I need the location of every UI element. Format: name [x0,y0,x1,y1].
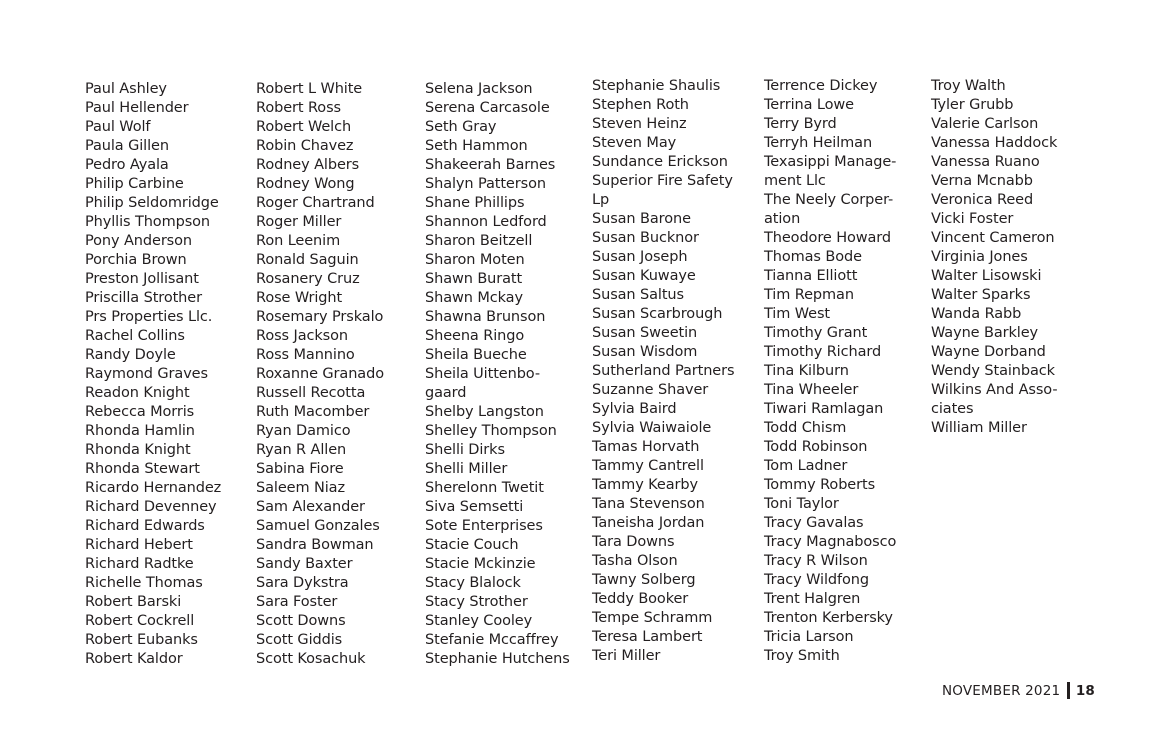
name-list-item: Ross Mannino [256,347,355,363]
name-list-item: Richelle Thomas [85,575,203,591]
name-list-item: Robert L White [256,81,363,97]
name-list-item: Sam Alexander [256,499,365,515]
name-list-item: Superior Fire Safety [592,173,733,189]
name-list-item: Shelli Miller [425,461,508,477]
name-list-item: Tiwari Ramlagan [764,401,884,417]
name-list-item: Ross Jackson [256,328,348,344]
name-list-item: Shannon Ledford [425,214,547,230]
name-list-item: Randy Doyle [85,347,176,363]
name-list-item: ment Llc [764,173,826,189]
name-list-item: Preston Jollisant [85,271,199,287]
name-list-item: Wayne Barkley [931,325,1039,341]
name-list-item: Sara Foster [256,594,338,610]
name-list-item: Rachel Collins [85,328,185,344]
name-list-item: Virginia Jones [931,249,1028,265]
name-list-item: Sundance Erickson [592,154,728,170]
name-list-item: Saleem Niaz [256,480,345,496]
name-list-item: Shawn Mckay [425,290,523,306]
name-list-item: Vanessa Haddock [931,135,1058,151]
name-list-item: Steven Heinz [592,116,687,132]
name-list-item: Sharon Beitzell [425,233,533,249]
name-list-item: Veronica Reed [931,192,1034,208]
name-list-item: Shelley Thompson [425,423,557,439]
name-list-item: Tracy Magnabosco [764,534,897,550]
name-list-item: Teddy Booker [592,591,689,607]
name-list-item: Todd Robinson [764,439,868,455]
name-list-item: Robert Cockrell [85,613,195,629]
name-list-item: Tammy Kearby [592,477,698,493]
name-list-item: Stephanie Hutchens [425,651,570,667]
name-list-item: Vanessa Ruano [931,154,1040,170]
page-footer [942,682,1095,699]
name-list-item: Tamas Horvath [592,439,700,455]
name-column-6 [931,77,1057,438]
name-list-item: Ron Leenim [256,233,341,249]
name-list-item: Ryan Damico [256,423,351,439]
name-list-item: Teresa Lambert [592,629,703,645]
name-list-item: Tawny Solberg [592,572,696,588]
name-list-item: Trenton Kerbersky [764,610,893,626]
name-list-item: Scott Kosachuk [256,651,366,667]
name-list-item: Robert Ross [256,100,341,116]
name-list-item: Steven May [592,135,677,151]
name-list-item: Raymond Graves [85,366,208,382]
name-list-item: Richard Edwards [85,518,205,534]
name-list-item: Sandra Bowman [256,537,374,553]
name-list-item: Russell Recotta [256,385,366,401]
name-list-item: Tracy R Wilson [764,553,868,569]
name-list-item: Taneisha Jordan [592,515,705,531]
name-list-item: Rhonda Stewart [85,461,200,477]
name-list-item: Stephanie Shaulis [592,78,721,94]
name-list-item: Rebecca Morris [85,404,195,420]
name-list-item: Prs Properties Llc. [85,309,213,325]
name-list-item: Shalyn Patterson [425,176,546,192]
name-list-item: ciates [931,401,974,417]
name-list-item: Stacy Blalock [425,575,521,591]
name-list-item: Walter Lisowski [931,268,1042,284]
name-list-item: Tracy Wildfong [764,572,869,588]
name-list-item: gaard [425,385,467,401]
name-list-item: Robert Kaldor [85,651,183,667]
name-list-item: Tricia Larson [764,629,854,645]
name-list-item: Susan Barone [592,211,691,227]
name-list-item: Tina Kilburn [764,363,849,379]
name-list-item: Rose Wright [256,290,343,306]
name-list-item: Walter Sparks [931,287,1031,303]
name-list-item: Samuel Gonzales [256,518,380,534]
name-list-item: Shane Phillips [425,195,525,211]
name-list-item: Shakeerah Barnes [425,157,556,173]
name-list-item: Susan Wisdom [592,344,698,360]
name-list-item: Sheila Uittenbo- [425,366,540,382]
name-list-item: Toni Taylor [764,496,839,512]
name-list-item: Terrence Dickey [764,78,878,94]
name-list-item: Wayne Dorband [931,344,1046,360]
name-column-2 [256,80,384,669]
name-list-item: Ruth Macomber [256,404,370,420]
name-list-item: Valerie Carlson [931,116,1039,132]
name-list-item: Porchia Brown [85,252,187,268]
name-list-item: Teri Miller [592,648,661,664]
name-list-item: Robert Welch [256,119,352,135]
name-list-item: Roger Miller [256,214,342,230]
name-list-item: Shelli Dirks [425,442,505,458]
name-list-item: Sherelonn Twetit [425,480,544,496]
name-list-item: Terry Byrd [764,116,837,132]
name-list-item: Tim Repman [764,287,854,303]
name-list-item: Philip Carbine [85,176,184,192]
name-list-item: Roger Chartrand [256,195,375,211]
name-list-item: Tianna Elliott [764,268,858,284]
name-list-item: Texasippi Manage- [764,154,897,170]
name-list-item: Sheila Bueche [425,347,527,363]
name-list-item: Ronald Saguin [256,252,359,268]
name-list-item: Susan Scarbrough [592,306,723,322]
name-list-item: Paul Wolf [85,119,151,135]
name-list-item: Ricardo Hernandez [85,480,222,496]
name-list-item: Richard Hebert [85,537,193,553]
name-list-item: Paul Hellender [85,100,189,116]
name-list-item: Sote Enterprises [425,518,543,534]
name-list-item: Susan Bucknor [592,230,699,246]
name-list-item: Wanda Rabb [931,306,1022,322]
name-column-5 [764,77,896,666]
name-list-item: Siva Semsetti [425,499,524,515]
name-list-item: Paul Ashley [85,81,167,97]
name-list-item: Seth Gray [425,119,497,135]
name-list-item: Stefanie Mccaffrey [425,632,559,648]
footer-divider [1067,682,1070,699]
name-list-item: Roxanne Granado [256,366,384,382]
name-list-item: Stacie Mckinzie [425,556,536,572]
name-list-item: Verna Mcnabb [931,173,1033,189]
name-list-item: Rodney Wong [256,176,355,192]
name-list-item: Readon Knight [85,385,190,401]
name-list-item: Tracy Gavalas [764,515,864,531]
name-list-item: William Miller [931,420,1027,436]
name-list-item: Stephen Roth [592,97,689,113]
name-list-item: Troy Walth [931,78,1006,94]
name-list-item: Tara Downs [592,534,675,550]
name-column-3 [425,80,570,669]
name-column-4 [592,77,734,666]
issue-date: NOVEMBER 2021 [941,682,1061,699]
name-list-item: Pedro Ayala [85,157,169,173]
name-list-item: Sheena Ringo [425,328,525,344]
name-list-item: Tyler Grubb [931,97,1014,113]
name-list-item: Tempe Schramm [592,610,713,626]
name-list-item: Sylvia Baird [592,401,677,417]
name-list-item: Shelby Langston [425,404,544,420]
name-list-item: Timothy Richard [764,344,882,360]
name-list-item: Stanley Cooley [425,613,533,629]
name-list-item: Susan Sweetin [592,325,698,341]
name-list-item: Tommy Roberts [764,477,876,493]
name-list-item: Thomas Bode [764,249,862,265]
name-list-item: Tom Ladner [764,458,848,474]
name-list-item: Tammy Cantrell [592,458,704,474]
name-list-item: Rosanery Cruz [256,271,360,287]
name-list-item: Sara Dykstra [256,575,349,591]
name-list-item: Ryan R Allen [256,442,347,458]
name-list-item: Sharon Moten [425,252,525,268]
name-list-item: Suzanne Shaver [592,382,709,398]
name-list-item: Wendy Stainback [931,363,1055,379]
name-list-item: Sutherland Partners [592,363,735,379]
name-list-item: Selena Jackson [425,81,533,97]
name-list-item: Rhonda Knight [85,442,191,458]
name-list-item: Terrina Lowe [764,97,854,113]
name-list-item: Philip Seldomridge [85,195,219,211]
name-list-item: Susan Saltus [592,287,684,303]
name-list-item: Theodore Howard [764,230,892,246]
name-list-item: Tina Wheeler [764,382,859,398]
name-list-item: Priscilla Strother [85,290,202,306]
name-list-item: Tasha Olson [592,553,678,569]
name-list-item: Stacie Couch [425,537,519,553]
name-list-item: Rosemary Prskalo [256,309,384,325]
name-list-item: Paula Gillen [85,138,169,154]
name-list-item: Vincent Cameron [931,230,1055,246]
name-list-item: Vicki Foster [931,211,1014,227]
name-list-item: Timothy Grant [764,325,868,341]
name-list-item: Susan Joseph [592,249,688,265]
name-column-1 [85,80,221,669]
name-list-item: Phyllis Thompson [85,214,211,230]
name-list-item: Tim West [764,306,831,322]
name-list-item: Scott Giddis [256,632,343,648]
name-list-item: Scott Downs [256,613,346,629]
name-list-item: Richard Radtke [85,556,194,572]
name-list-item: Trent Halgren [764,591,861,607]
name-list-item: Tana Stevenson [592,496,705,512]
name-list-item: Sabina Fiore [256,461,344,477]
name-list-item: Rhonda Hamlin [85,423,195,439]
name-list-item: Todd Chism [764,420,847,436]
name-list-item: Lp [592,192,610,208]
name-list-item: Robert Eubanks [85,632,198,648]
name-list-item: Troy Smith [764,648,840,664]
name-list-item: Terryh Heilman [764,135,873,151]
name-list-item: Wilkins And Asso- [931,382,1058,398]
name-list-item: Pony Anderson [85,233,192,249]
name-list-item: Seth Hammon [425,138,528,154]
name-list-item: Robert Barski [85,594,182,610]
name-list-item: Shawna Brunson [425,309,546,325]
name-list-item: Susan Kuwaye [592,268,696,284]
name-list-item: Rodney Albers [256,157,360,173]
name-list-item: Serena Carcasole [425,100,550,116]
name-list-item: The Neely Corper- [764,192,894,208]
name-list-item: Shawn Buratt [425,271,523,287]
name-list-item: Richard Devenney [85,499,217,515]
name-list-item: Stacy Strother [425,594,528,610]
page-number: 18 [1075,682,1095,699]
name-list-item: Sylvia Waiwaiole [592,420,712,436]
name-list-item: Sandy Baxter [256,556,353,572]
name-list-item: ation [764,211,801,227]
name-list-item: Robin Chavez [256,138,354,154]
